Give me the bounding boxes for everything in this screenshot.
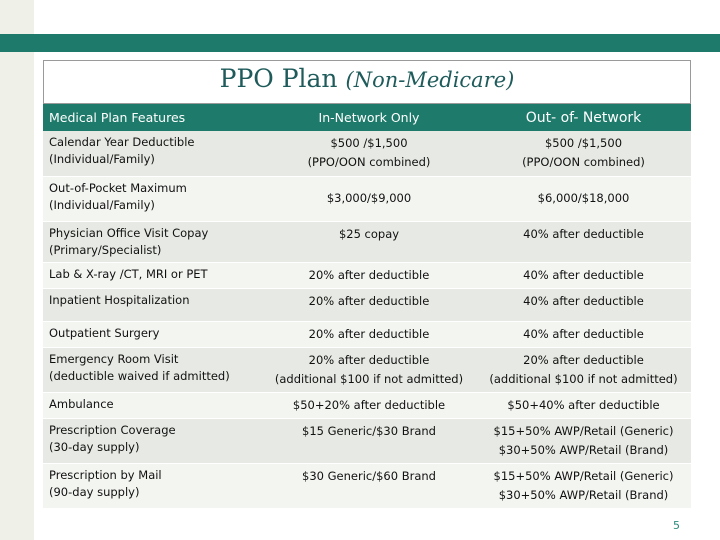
cell-line: Emergency Room Visit bbox=[49, 351, 179, 366]
header-in-network: In-Network Only bbox=[262, 104, 476, 131]
top-accent-band bbox=[0, 34, 720, 52]
feature-cell bbox=[43, 262, 262, 288]
table-row bbox=[43, 347, 691, 392]
out-network-cell bbox=[476, 176, 691, 221]
cell-line: Prescription Coverage bbox=[49, 422, 176, 437]
left-decor-bar bbox=[0, 0, 34, 540]
cell-line: (30-day supply) bbox=[49, 439, 140, 454]
cell-line: (additional $100 if not admitted) bbox=[489, 371, 678, 386]
header-row bbox=[43, 104, 691, 131]
in-network-cell bbox=[262, 418, 476, 463]
cell-line: Outpatient Surgery bbox=[49, 325, 160, 340]
cell-line: 20% after deductible bbox=[308, 352, 430, 367]
cell-line: Lab & X-ray /CT, MRI or PET bbox=[49, 266, 208, 281]
cell-line: $15+50% AWP/Retail (Generic) bbox=[493, 468, 674, 483]
in-network-cell bbox=[262, 131, 476, 176]
out-network-cell bbox=[476, 131, 691, 176]
feature-cell bbox=[43, 288, 262, 321]
feature-cell bbox=[43, 176, 262, 221]
feature-cell bbox=[43, 131, 262, 176]
title-subtitle: (Non-Medicare) bbox=[345, 68, 515, 92]
cell-line: $50+40% after deductible bbox=[507, 397, 660, 412]
out-network-cell bbox=[476, 288, 691, 321]
cell-line: (90-day supply) bbox=[49, 484, 140, 499]
out-network-cell bbox=[476, 262, 691, 288]
out-network-cell bbox=[476, 321, 691, 347]
feature-cell bbox=[43, 321, 262, 347]
table-row bbox=[43, 288, 691, 321]
table-row bbox=[43, 321, 691, 347]
cell-line: Out-of-Pocket Maximum bbox=[49, 180, 187, 195]
cell-line: $500 /$1,500 bbox=[330, 136, 408, 150]
header-features: Medical Plan Features bbox=[43, 104, 262, 131]
cell-line: 20% after deductible bbox=[308, 267, 430, 282]
cell-line: 40% after deductible bbox=[523, 293, 644, 308]
table-row bbox=[43, 131, 691, 176]
slide-title bbox=[43, 64, 691, 93]
table-row bbox=[43, 392, 691, 418]
cell-line: 20% after deductible bbox=[308, 326, 430, 341]
table-row bbox=[43, 262, 691, 288]
cell-line: Inpatient Hospitalization bbox=[49, 292, 190, 307]
feature-cell bbox=[43, 347, 262, 392]
cell-line: (deductible waived if admitted) bbox=[49, 368, 230, 383]
cell-line: $30+50% AWP/Retail (Brand) bbox=[498, 487, 669, 502]
cell-line: (PPO/OON combined) bbox=[307, 155, 431, 169]
cell-line: 40% after deductible bbox=[523, 226, 644, 241]
cell-line: (additional $100 if not admitted) bbox=[274, 371, 464, 386]
header-out-network: Out- of- Network bbox=[476, 104, 691, 131]
cell-line: $6,000/$18,000 bbox=[537, 191, 630, 205]
cell-line: Calendar Year Deductible bbox=[49, 135, 195, 149]
cell-line: $30 Generic/$60 Brand bbox=[302, 468, 436, 483]
feature-cell bbox=[43, 221, 262, 262]
in-network-cell bbox=[262, 288, 476, 321]
table-row bbox=[43, 221, 691, 262]
in-network-cell bbox=[262, 463, 476, 508]
out-network-cell bbox=[476, 463, 691, 508]
table-row bbox=[43, 463, 691, 508]
cell-line: (Primary/Specialist) bbox=[49, 242, 162, 257]
in-network-cell bbox=[262, 347, 476, 392]
cell-line: (Individual/Family) bbox=[49, 152, 155, 166]
table-row bbox=[43, 176, 691, 221]
in-network-cell bbox=[262, 262, 476, 288]
feature-cell bbox=[43, 418, 262, 463]
cell-line: Ambulance bbox=[49, 396, 114, 411]
cell-line: 40% after deductible bbox=[523, 326, 644, 341]
cell-line: 20% after deductible bbox=[523, 352, 644, 367]
cell-line: $500 /$1,500 bbox=[544, 136, 623, 150]
out-network-cell bbox=[476, 221, 691, 262]
in-network-cell bbox=[262, 392, 476, 418]
title-main: PPO Plan bbox=[219, 64, 338, 93]
feature-cell bbox=[43, 463, 262, 508]
cell-line: Physician Office Visit Copay bbox=[49, 225, 209, 240]
cell-line: $50+20% after deductible bbox=[292, 397, 446, 412]
cell-line: $15 Generic/$30 Brand bbox=[302, 423, 436, 438]
cell-line: $15+50% AWP/Retail (Generic) bbox=[493, 423, 674, 438]
out-network-cell bbox=[476, 392, 691, 418]
cell-line: $30+50% AWP/Retail (Brand) bbox=[498, 442, 669, 457]
cell-line: (PPO/OON combined) bbox=[522, 155, 645, 169]
table-row bbox=[43, 418, 691, 463]
out-network-cell bbox=[476, 347, 691, 392]
cell-line: (Individual/Family) bbox=[49, 197, 155, 212]
cell-line: $3,000/$9,000 bbox=[326, 191, 412, 205]
in-network-cell bbox=[262, 221, 476, 262]
out-network-cell bbox=[476, 418, 691, 463]
feature-cell bbox=[43, 392, 262, 418]
in-network-cell bbox=[262, 176, 476, 221]
cell-line: 20% after deductible bbox=[308, 293, 430, 308]
cell-line: Prescription by Mail bbox=[49, 467, 162, 482]
plan-table bbox=[43, 104, 691, 509]
cell-line: 40% after deductible bbox=[523, 267, 644, 282]
page-number: 5 bbox=[673, 519, 680, 532]
cell-line: $25 copay bbox=[338, 226, 400, 241]
in-network-cell bbox=[262, 321, 476, 347]
